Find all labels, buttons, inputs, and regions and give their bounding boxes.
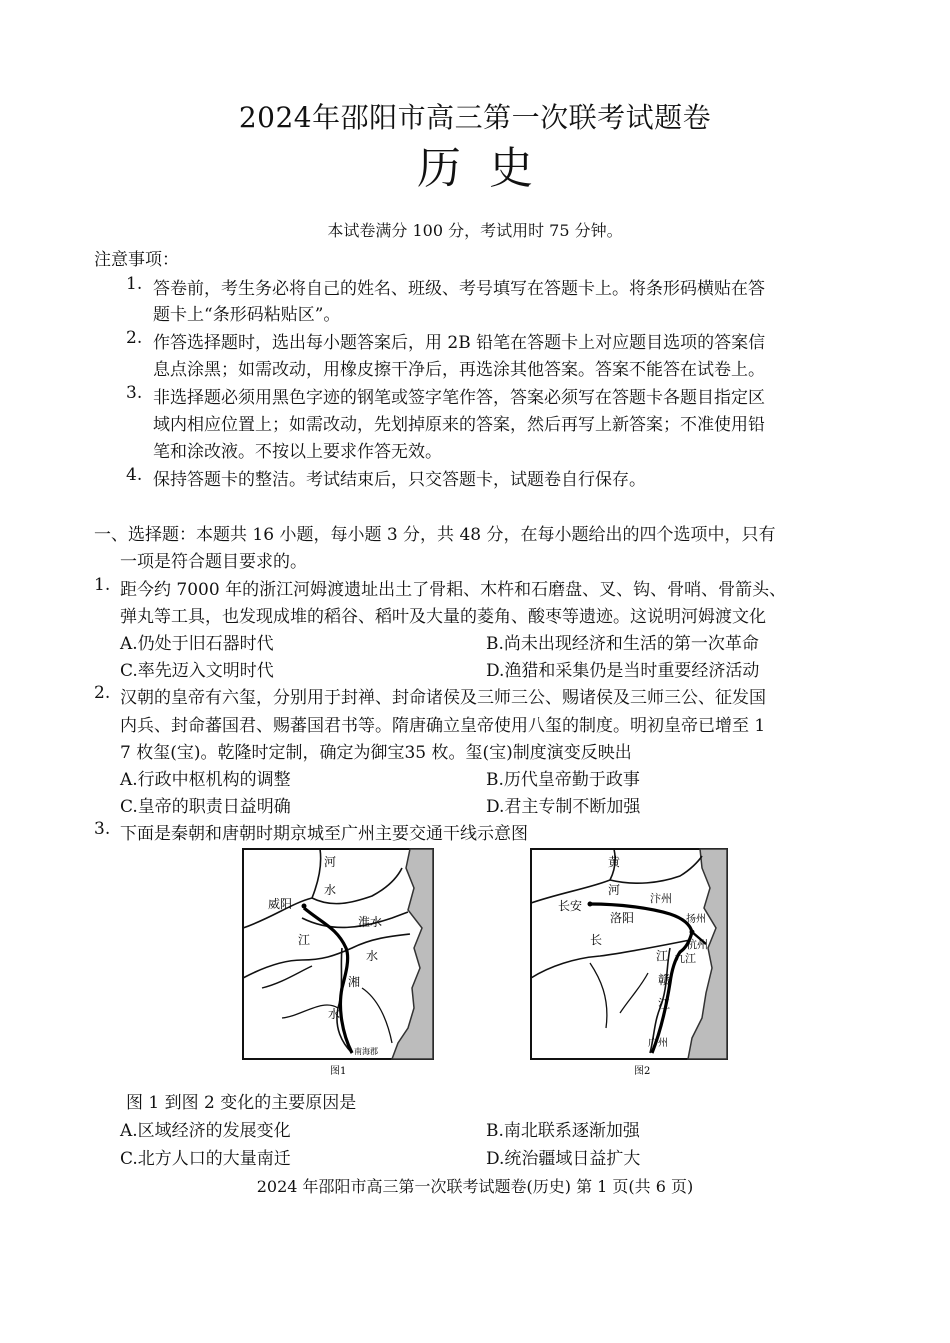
map-label: 长 xyxy=(590,933,603,947)
option-b[interactable]: B.历代皇帝勤于政事 xyxy=(486,770,640,790)
note-line: 保持答题卡的整洁。考试结束后，只交答题卡，试题卷自行保存。 xyxy=(153,470,646,490)
note-number: 2. xyxy=(126,328,143,348)
subject-char: 史 xyxy=(489,143,533,194)
map-label: 水 xyxy=(324,883,337,897)
figure-caption: 图2 xyxy=(634,1066,651,1077)
section-heading: 一、选择题：本题共 16 小题，每小题 3 分，共 48 分，在每小题给出的四个选项中，只有 xyxy=(94,525,776,545)
map-label: 淮水 xyxy=(358,915,383,929)
option-d[interactable]: D.统治疆域日益扩大 xyxy=(486,1149,641,1169)
map-label: 江 xyxy=(658,997,671,1011)
option-a[interactable]: A.行政中枢机构的调整 xyxy=(120,770,291,790)
note-line: 答卷前，考生务必将自己的姓名、班级、考号填写在答题卡上。将条形码横贴在答 xyxy=(153,279,765,299)
map-label: 长安 xyxy=(558,899,583,913)
question-stem: 距今约 7000 年的浙江河姆渡遗址出土了骨耜、木杵和石磨盘、叉、钩、骨哨、骨箭头、 xyxy=(120,580,787,600)
option-a[interactable]: A.仍处于旧石器时代 xyxy=(120,634,274,654)
map-label: 广州 xyxy=(648,1038,668,1049)
exam-title: 2024年邵阳市高三第一次联考试题卷 xyxy=(238,101,712,134)
map-label: 江 xyxy=(656,949,669,963)
note-line: 笔和涂改液。不按以上要求作答无效。 xyxy=(153,442,442,462)
question-stem: 内兵、封命蕃国君、赐蕃国君书等。隋唐确立皇帝使用八玺的制度。明初皇帝已增至 1 xyxy=(120,716,766,736)
note-line: 非选择题必须用黑色字迹的钢笔或签字笔作答，答案必须写在答题卡各题目指定区 xyxy=(153,388,765,408)
option-c[interactable]: C.率先迈入文明时代 xyxy=(120,661,274,681)
map-label: 赣 xyxy=(658,973,671,987)
subject-title xyxy=(0,132,950,196)
note-number: 1. xyxy=(126,274,143,294)
exam-info: 本试卷满分 100 分，考试用时 75 分钟。 xyxy=(327,221,623,240)
capital-dot xyxy=(588,902,593,907)
city-dot xyxy=(690,930,695,935)
notes-heading: 注意事项： xyxy=(94,250,179,270)
figure-caption: 图1 xyxy=(330,1066,347,1077)
map-label: 水 xyxy=(328,1007,341,1021)
note-line: 域内相应位置上；如需改动，先划掉原来的答案，然后再写上新答案；不准使用铅 xyxy=(153,415,765,435)
map-label: 汴州 xyxy=(650,892,672,905)
map-figure-2 xyxy=(530,848,730,1078)
map-label: 南海郡 xyxy=(354,1047,378,1056)
option-c[interactable]: C.北方人口的大量南迁 xyxy=(120,1149,291,1169)
map-label: 江 xyxy=(298,933,311,947)
map-label: 河 xyxy=(324,855,337,869)
question-number: 2. xyxy=(94,683,111,703)
map-label: 扬州 xyxy=(686,914,706,925)
map-label: 水 xyxy=(366,949,379,963)
map-label: 九江 xyxy=(674,952,696,965)
map-figure-1 xyxy=(242,848,434,1078)
option-c[interactable]: C.皇帝的职责日益明确 xyxy=(120,797,291,817)
question-stem: 汉朝的皇帝有六玺，分别用于封禅、封命诸侯及三师三公、赐诸侯及三师三公、征发国 xyxy=(120,688,766,708)
map-label: 威阳 xyxy=(268,897,293,911)
option-b[interactable]: B.尚未出现经济和生活的第一次革命 xyxy=(486,634,759,654)
option-d[interactable]: D.君主专制不断加强 xyxy=(486,797,641,817)
question-stem: 弹丸等工具，也发现成堆的稻谷、稻叶及大量的菱角、酸枣等遗迹。这说明河姆渡文化 xyxy=(120,607,766,627)
question-number: 3. xyxy=(94,819,111,839)
note-line: 题卡上“条形码粘贴区”。 xyxy=(153,305,341,325)
subject-char: 历 xyxy=(417,143,461,194)
map-label: 黄 xyxy=(608,855,621,869)
capital-dot xyxy=(302,904,307,909)
note-number: 4. xyxy=(126,465,143,485)
page-footer: 2024 年邵阳市高三第一次联考试题卷(历史) 第 1 页(共 6 页) xyxy=(256,1177,694,1196)
note-number: 3. xyxy=(126,383,143,403)
question-stem: 下面是秦朝和唐朝时期京城至广州主要交通干线示意图 xyxy=(120,824,528,844)
question-stem: 图 1 到图 2 变化的主要原因是 xyxy=(126,1093,357,1113)
map-label: 湘 xyxy=(348,975,361,989)
map-label: 河 xyxy=(608,883,621,897)
section-heading-cont: 一项是符合题目要求的。 xyxy=(120,552,307,572)
option-a[interactable]: A.区域经济的发展变化 xyxy=(120,1121,291,1141)
option-b[interactable]: B.南北联系逐渐加强 xyxy=(486,1121,640,1141)
option-d[interactable]: D.渔猎和采集仍是当时重要经济活动 xyxy=(486,661,760,681)
map-label: 洛阳 xyxy=(610,911,635,925)
question-stem: 7 枚玺(宝)。乾隆时定制，确定为御宝35 枚。玺(宝)制度演变反映出 xyxy=(120,743,632,763)
map-label: 杭州 xyxy=(686,938,708,951)
note-line: 作答选择题时，选出每小题答案后，用 2B 铅笔在答题卡上对应题目选项的答案信 xyxy=(153,333,766,353)
question-number: 1. xyxy=(94,575,111,595)
note-line: 息点涂黑；如需改动，用橡皮擦干净后，再选涂其他答案。答案不能答在试卷上。 xyxy=(153,360,765,380)
